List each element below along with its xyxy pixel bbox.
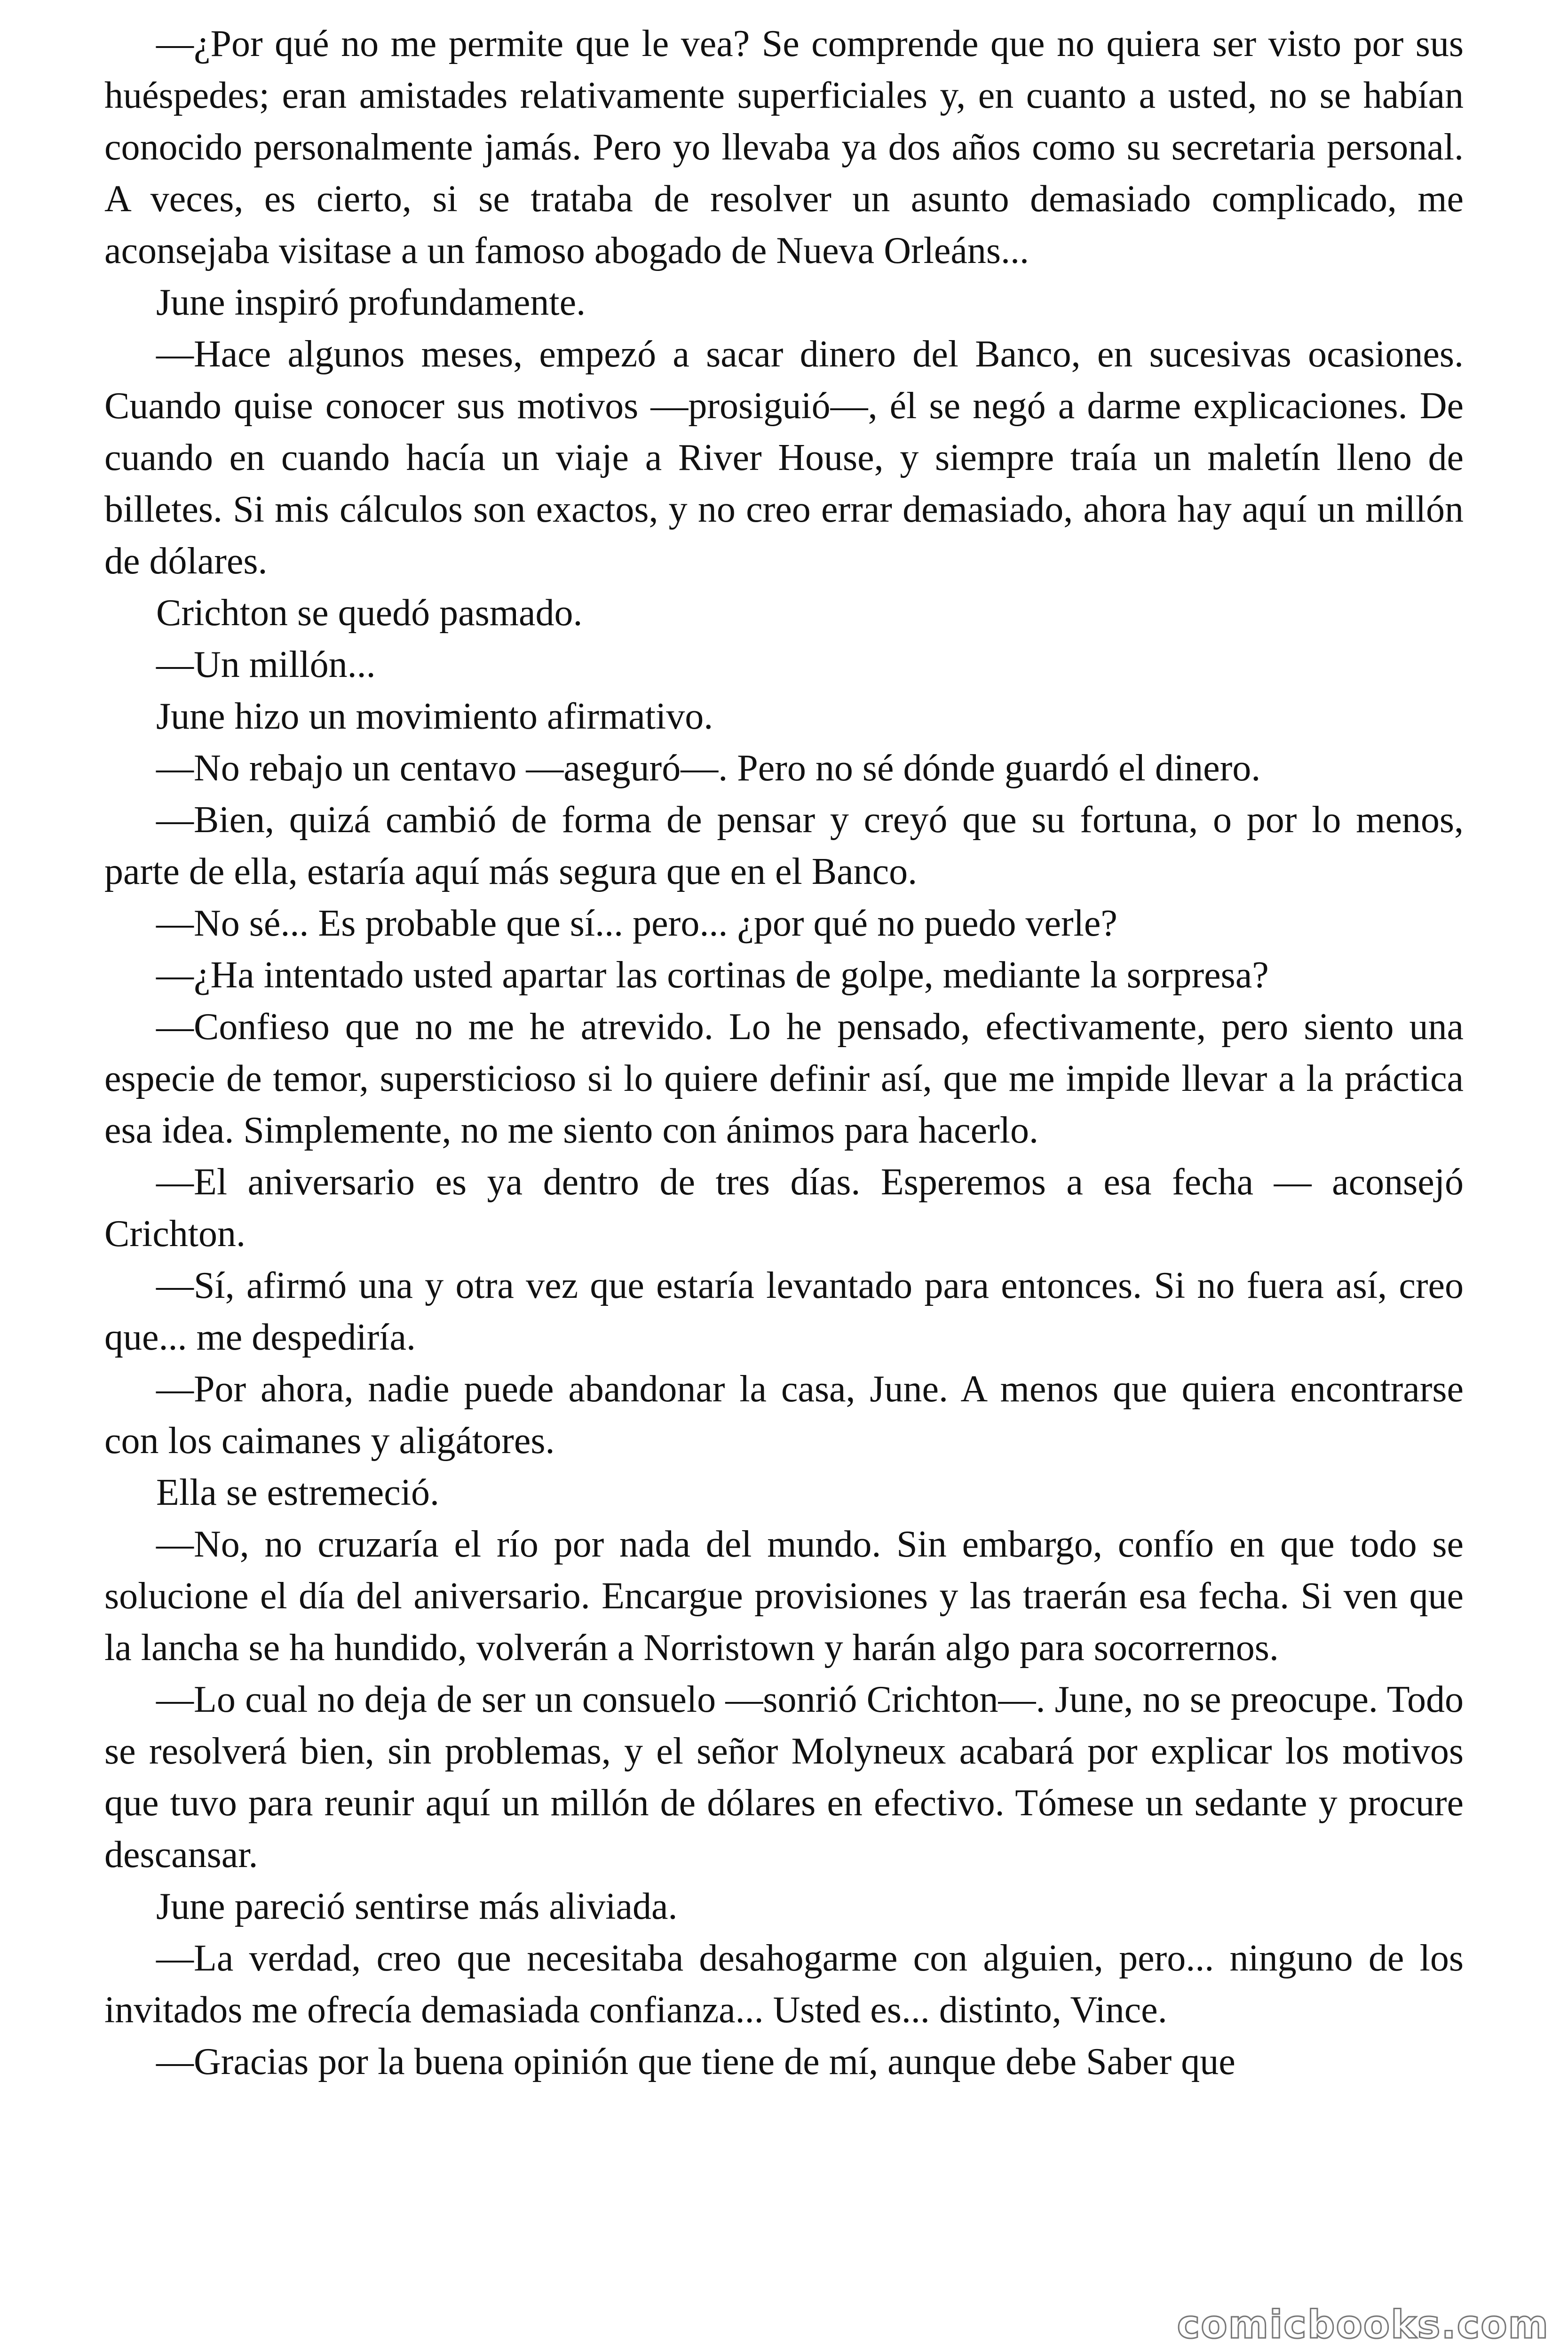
paragraph: June hizo un movimiento afirmativo. — [156, 696, 713, 737]
paragraph: June inspiró profundamente. — [156, 282, 586, 323]
body-text — [104, 18, 1464, 2088]
paragraph: —Hace algunos meses, empezó a sacar dinero del Banco, en sucesivas ocasiones. Cuando quise conocer sus motivos —prosiguió—, él se negó a darme explicaciones. De cuando en cuando hacía un viaje a River House, y siempre traía un maletín lleno de billetes. Si mis cálculos son exactos, y no creo errar demasiado, ahora hay aquí un millón de dólares. — [104, 334, 1464, 582]
paragraph: —Confieso que no me he atrevido. Lo he pensado, efectivamente, pero siento una especie de temor, supersticioso si lo quiere definir así, que me impide llevar a la práctica esa idea. Simplemente, no me siento con ánimos para hacerlo. — [104, 1006, 1464, 1151]
paragraph: —¿Por qué no me permite que le vea? Se comprende que no quiera ser visto por sus huéspedes; eran amistades relativamente superficiales y, en cuanto a usted, no se habían conocido personalmente jamás. Pero yo llevaba ya dos años como su secretaria personal. A veces, es cierto, si se trataba de resolver un asunto demasiado complicado, me aconsejaba visitase a un famoso abogado de Nueva Orleáns... — [104, 23, 1464, 271]
paragraph: —No, no cruzaría el río por nada del mundo. Sin embargo, confío en que todo se solucione el día del aniversario. Encargue provisiones y las traerán esa fecha. Si ven que la lancha se ha hundido, volverán a Norristown y harán algo para socorrernos. — [104, 1524, 1464, 1669]
paragraph: Ella se estremeció. — [156, 1472, 439, 1513]
paragraph: —El aniversario es ya dentro de tres días. Esperemos a esa fecha — aconsejó Crichton. — [104, 1161, 1464, 1255]
paragraph: —Gracias por la buena opinión que tiene de mí, aunque debe Saber que — [156, 2041, 1235, 2082]
watermark: comicbooks.com — [1177, 2303, 1549, 2347]
paragraph: —Bien, quizá cambió de forma de pensar y creyó que su fortuna, o por lo menos, parte de ella, estaría aquí más segura que en el Banco. — [104, 799, 1464, 892]
paragraph: —Por ahora, nadie puede abandonar la casa, June. A menos que quiera encontrarse con los caimanes y aligátores. — [104, 1368, 1464, 1462]
paragraph: —La verdad, creo que necesitaba desahogarme con alguien, pero... ninguno de los invitados me ofrecía demasiada confianza... Usted es... distinto, Vince. — [104, 1938, 1464, 2031]
paragraph: —Sí, afirmó una y otra vez que estaría levantado para entonces. Si no fuera así, creo que... me despediría. — [104, 1265, 1464, 1358]
paragraph: June pareció sentirse más aliviada. — [156, 1886, 678, 1927]
paragraph: —Lo cual no deja de ser un consuelo —sonrió Crichton—. June, no se preocupe. Todo se resolverá bien, sin problemas, y el señor Molyneux acabará por explicar los motivos que tuvo para reunir aquí un millón de dólares en efectivo. Tómese un sedante y procure descansar. — [104, 1679, 1464, 1875]
paragraph: Crichton se quedó pasmado. — [156, 592, 583, 634]
paragraph: —Un millón... — [156, 644, 376, 685]
paragraph: —No rebajo un centavo —aseguró—. Pero no sé dónde guardó el dinero. — [156, 747, 1261, 789]
paragraph: —¿Ha intentado usted apartar las cortinas de golpe, mediante la sorpresa? — [156, 954, 1269, 996]
paragraph: —No sé... Es probable que sí... pero... ¿por qué no puedo verle? — [156, 903, 1117, 944]
